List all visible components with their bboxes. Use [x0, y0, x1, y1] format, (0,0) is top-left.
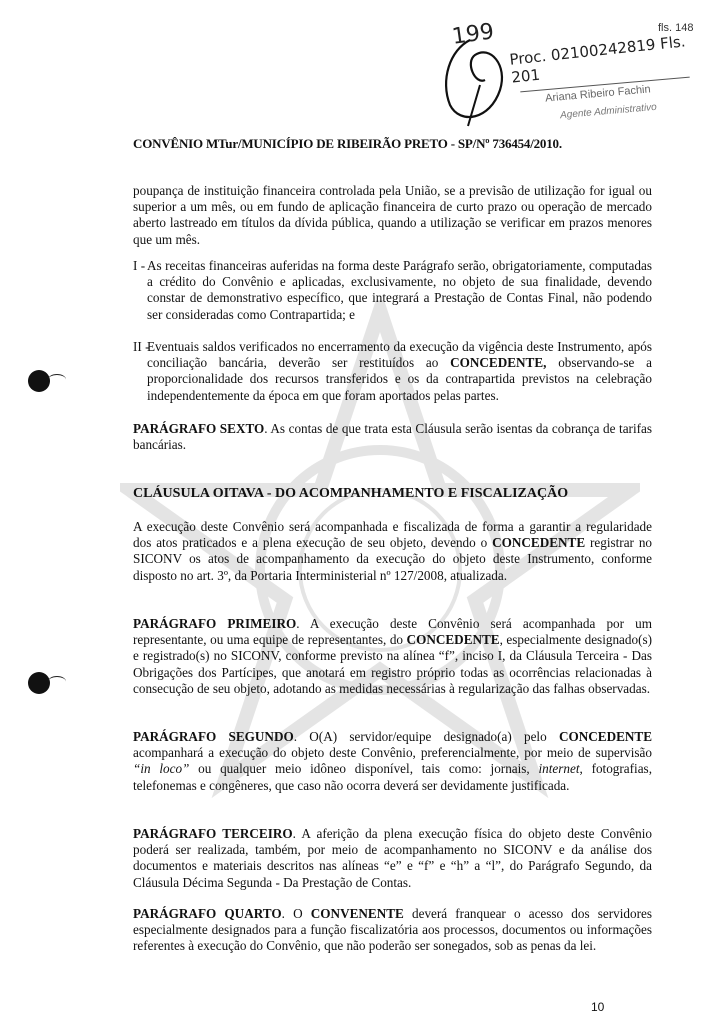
convenente-label: CONVENENTE	[310, 906, 404, 921]
binder-hole-top	[28, 370, 50, 392]
paragrafo-sexto-label: PARÁGRAFO SEXTO	[133, 421, 265, 436]
handwritten-folio-number: 199	[450, 19, 496, 50]
folio-mark: fls. 148	[658, 22, 694, 34]
binder-hole-mark-bottom	[48, 676, 66, 687]
item-i	[133, 258, 652, 323]
handwritten-signature	[430, 30, 520, 130]
paragrafo-segundo-label: PARÁGRAFO SEGUNDO	[133, 729, 294, 744]
clausula-oitava-body: A execução deste Convênio será acompanhada e fiscalizada de forma a garantir a regularidade dos atos praticados e a plena execução de seu objeto, devendo o CONCEDENTE registrar no SICONV os atos de acompanhamento da execução do objeto deste Instrumento, conforme disposto no art. 3º, da Portaria Interministerial nº 127/2008, atualizada.	[133, 519, 653, 583]
item-ii-number: II -	[133, 339, 150, 354]
paragrafo-primeiro: PARÁGRAFO PRIMEIRO. A execução deste Convênio será acompanhada por um representante, ou uma equipe de representantes, do CONCEDENTE, especialmente designado(s) e registrado(s) no SICONV, conforme previsto na alínea “f”, inciso I, da Cláusula Terceira - Das Obrigações dos Partícipes, que anotará em registro próprio todas as ocorrências relacionadas à consecução de seu objeto, adotando as medidas necessárias à regularização das falhas observadas.	[133, 616, 652, 696]
item-i-text: As receitas financeiras auferidas na forma deste Parágrafo serão, obrigatoriamente, computadas a crédito do Convênio e aplicadas, exclusivamente, no objeto de sua finalidade, devendo constar de demonstrativo específico, que integrará a Prestação de Contas Final, não podendo ser consideradas como Contrapartida; e	[147, 258, 652, 322]
item-i-number: I -	[133, 258, 146, 273]
paragrafo-segundo: PARÁGRAFO SEGUNDO. O(A) servidor/equipe designado(a) pelo CONCEDENTE acompanhará a execução do objeto deste Convênio, preferencialmente, por meio de supervisão “in loco” ou qualquer meio idôneo disponível, tais como: jornais, internet, fotografias, telefonemas e congêneres, que caso não ocorra deverá ser devidamente justificada.	[133, 729, 653, 793]
paragrafo-terceiro: PARÁGRAFO TERCEIRO. A aferição da plena execução física do objeto deste Convênio poderá ser realizada, também, por meio de acompanhamento no SICONV e da análise dos documentos e materiais descritos nas alíneas “e” e “f” e “h” a “l”, do Parágrafo Segundo, da Cláusula Décima Segunda - Da Prestação de Contas.	[133, 826, 652, 890]
item-ii-text: Eventuais saldos verificados no encerramento da execução da vigência deste Instrumento, após conciliação bancária, deverão ser restituídos ao CONCEDENTE, observando-se a proporcionalidade dos recursos transferidos e os da contrapartida previstos na celebração independentemente da época em que foram aportados pelas partes.	[147, 339, 652, 403]
concedente-label: CONCEDENTE	[558, 729, 653, 744]
binder-hole-mark-top	[48, 374, 66, 385]
page-number: 10	[591, 1000, 605, 1014]
clausula-oitava-heading: CLÁUSULA OITAVA - DO ACOMPANHAMENTO E FISCALIZAÇÃO	[133, 486, 569, 501]
process-stamp: Proc. 02100242819 Fls. 201	[508, 32, 687, 87]
stamp-name: Ariana Ribeiro Fachin	[544, 83, 652, 105]
item-ii	[133, 339, 652, 404]
intro-paragraph: poupança de instituição financeira controlada pela União, se a previsão de utilização for igual ou superior a um mês, ou em fundo de aplicação financeira de curto prazo ou operação de mercado aberto lastreado em títulos da dívida pública, quando a utilização se verificar em prazos menores que um mês.	[133, 183, 652, 247]
concedente-label: CONCEDENTE	[492, 535, 586, 551]
stamp-role: Agente Administrativo	[559, 101, 658, 122]
concedente-label: CONCEDENTE,	[450, 355, 547, 371]
paragrafo-quarto-label: PARÁGRAFO QUARTO	[133, 906, 282, 921]
paragrafo-primeiro-label: PARÁGRAFO PRIMEIRO	[133, 616, 297, 631]
binder-hole-bottom	[28, 672, 50, 694]
paragrafo-terceiro-label: PARÁGRAFO TERCEIRO	[133, 826, 293, 841]
document-header: CONVÊNIO MTur/MUNICÍPIO DE RIBEIRÃO PRETO - SP/Nº 736454/2010.	[133, 136, 562, 151]
concedente-label: CONCEDENTE	[406, 632, 500, 648]
paragrafo-quarto: PARÁGRAFO QUARTO. O CONVENENTE deverá franquear o acesso dos servidores especialmente designados para a função fiscalizatória aos processos, documentos ou informações referentes à execução do Convênio, que não poderão ser sonegados, sob as penas da lei.	[133, 906, 652, 954]
paragrafo-sexto: PARÁGRAFO SEXTO. As contas de que trata esta Cláusula serão isentas da cobrança de tarifas bancárias.	[133, 421, 652, 453]
